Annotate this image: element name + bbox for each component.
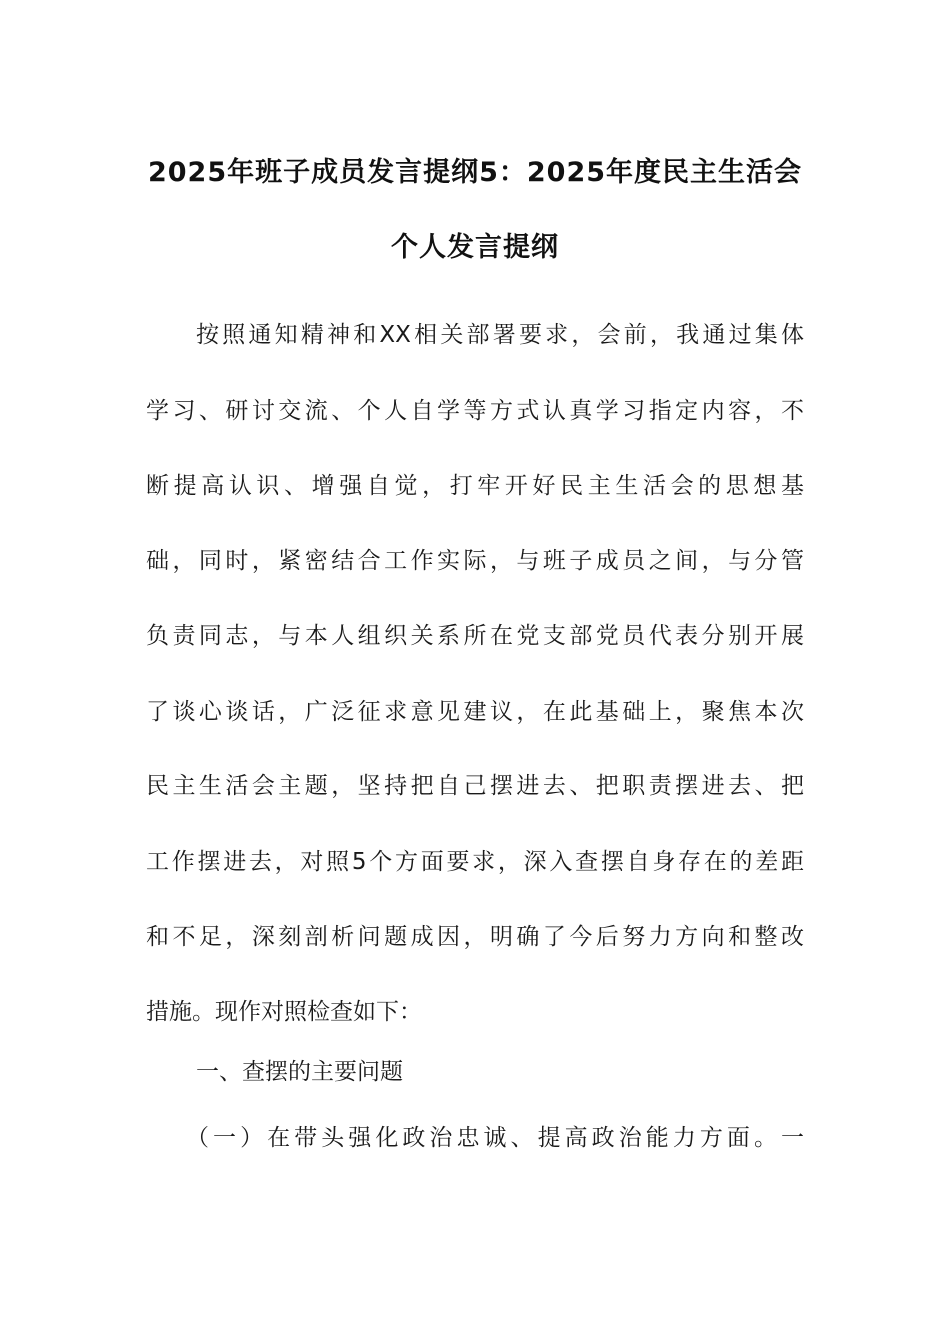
paragraph-line: 断提高认识、增强自觉，打牢开好民主生活会的思想基 (146, 473, 804, 499)
section-heading: 一、查摆的主要问题 (196, 1059, 403, 1085)
paragraph-line: 了谈心谈话，广泛征求意见建议，在此基础上，聚焦本次 (146, 699, 804, 725)
paragraph-line: 负责同志，与本人组织关系所在党支部党员代表分别开展 (146, 623, 804, 649)
paragraph-line: 学习、研讨交流、个人自学等方式认真学习指定内容，不 (146, 398, 804, 424)
subsection-line: （一）在带头强化政治忠诚、提高政治能力方面。一 (186, 1125, 804, 1151)
paragraph-line: 民主生活会主题，坚持把自己摆进去、把职责摆进去、把 (146, 773, 804, 799)
paragraph-line: 础，同时，紧密结合工作实际，与班子成员之间，与分管 (146, 548, 804, 574)
paragraph-line: 和不足，深刻剖析问题成因，明确了今后努力方向和整改 (146, 924, 804, 950)
document-title-line-1: 2025年班子成员发言提纲5：2025年度民主生活会 (147, 157, 803, 188)
document-title-line-2: 个人发言提纲 (391, 232, 559, 263)
paragraph-line: 措施。现作对照检查如下： (146, 999, 422, 1025)
paragraph-line: 按照通知精神和XX相关部署要求，会前，我通过集体 (196, 322, 804, 348)
paragraph-line: 工作摆进去，对照5个方面要求，深入查摆自身存在的差距 (146, 849, 804, 875)
